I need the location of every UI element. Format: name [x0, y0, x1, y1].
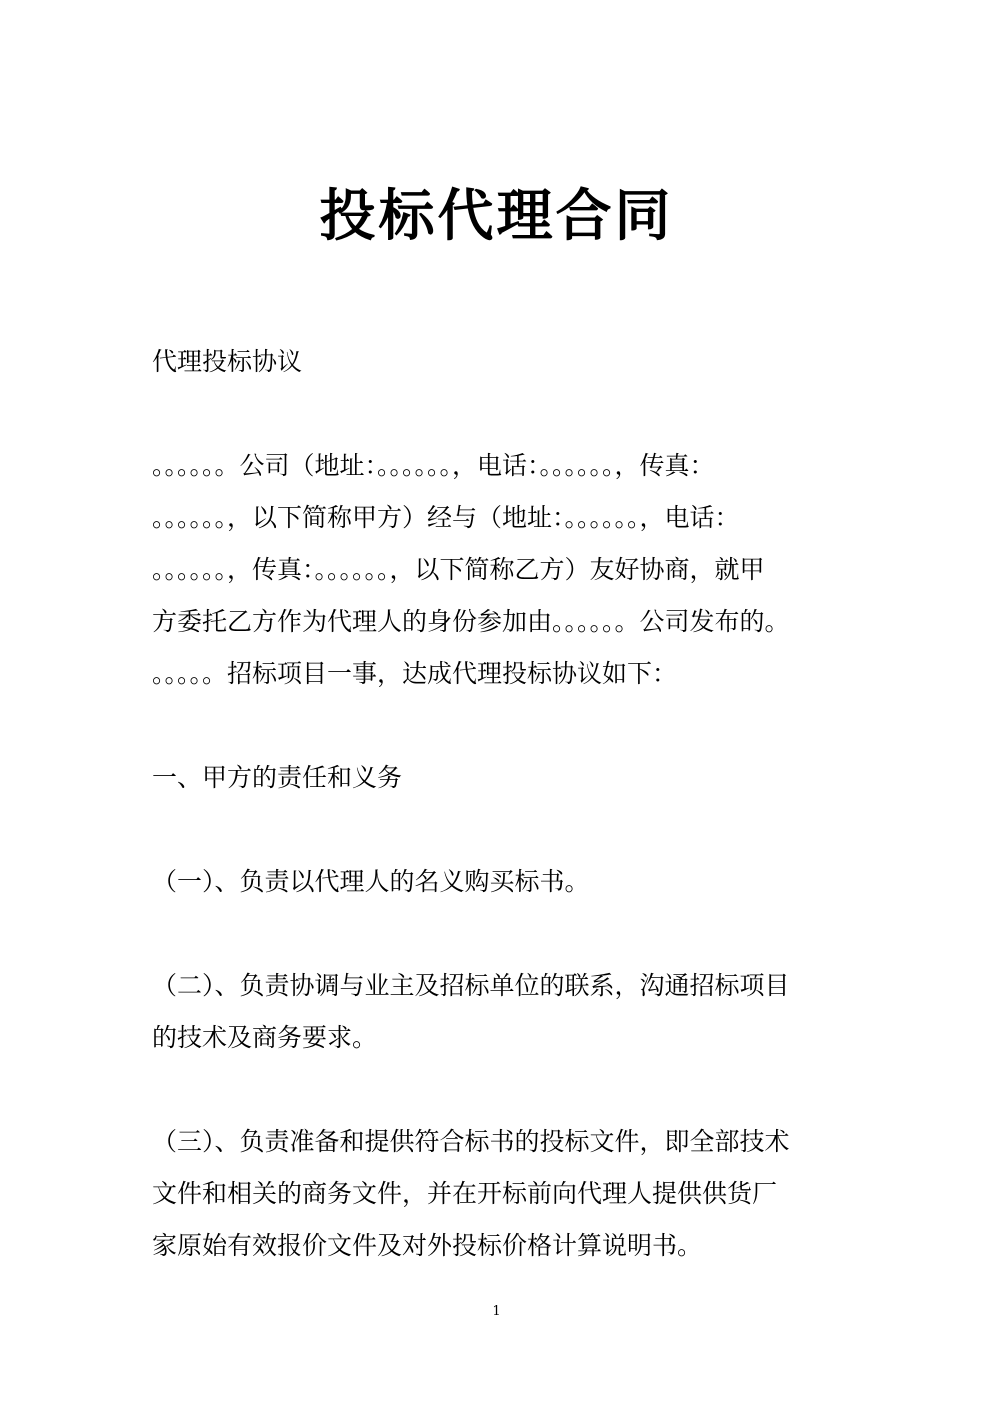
- section-heading-text: 一、甲方的责任和义务: [152, 763, 403, 792]
- clause-line: 文件和相关的商务文件，并在开标前向代理人提供供货厂: [152, 1179, 778, 1208]
- page-number: 1: [492, 1304, 501, 1319]
- clause-line: （二）、负责协调与业主及招标单位的联系，沟通招标项目: [152, 971, 790, 1000]
- intro-line: 。。。。。。，以下简称甲方）经与（地址：。。。。。。，电话：: [152, 503, 740, 532]
- intro-line: 方委托乙方作为代理人的身份参加由。。。。。。公司发布的。: [152, 607, 790, 636]
- clause-line: 家原始有效报价文件及对外投标价格计算说明书。: [152, 1231, 703, 1260]
- intro-line: 。。。。。。，传真：。。。。。。，以下简称乙方）友好协商，就甲: [152, 555, 765, 584]
- intro-line: 。。。。。招标项目一事，达成代理投标协议如下：: [152, 659, 678, 688]
- clause-line: （一）、负责以代理人的名义购买标书。: [152, 867, 590, 896]
- clause-item-1: [152, 856, 842, 908]
- clause-item-3: [152, 1116, 842, 1272]
- intro-line: 。。。。。。公司（地址：。。。。。。，电话：。。。。。。，传真：: [152, 451, 715, 480]
- subtitle-text: 代理投标协议: [152, 347, 303, 376]
- subtitle: [152, 336, 842, 388]
- document-body: [152, 336, 842, 1324]
- clause-line: （三）、负责准备和提供符合标书的投标文件，即全部技术: [152, 1127, 790, 1156]
- section-heading: [152, 752, 842, 804]
- clause-line: 的技术及商务要求。: [152, 1023, 378, 1052]
- document-title: 投标代理合同: [319, 183, 674, 249]
- clause-item-2: [152, 960, 842, 1064]
- intro-paragraph: [152, 440, 842, 700]
